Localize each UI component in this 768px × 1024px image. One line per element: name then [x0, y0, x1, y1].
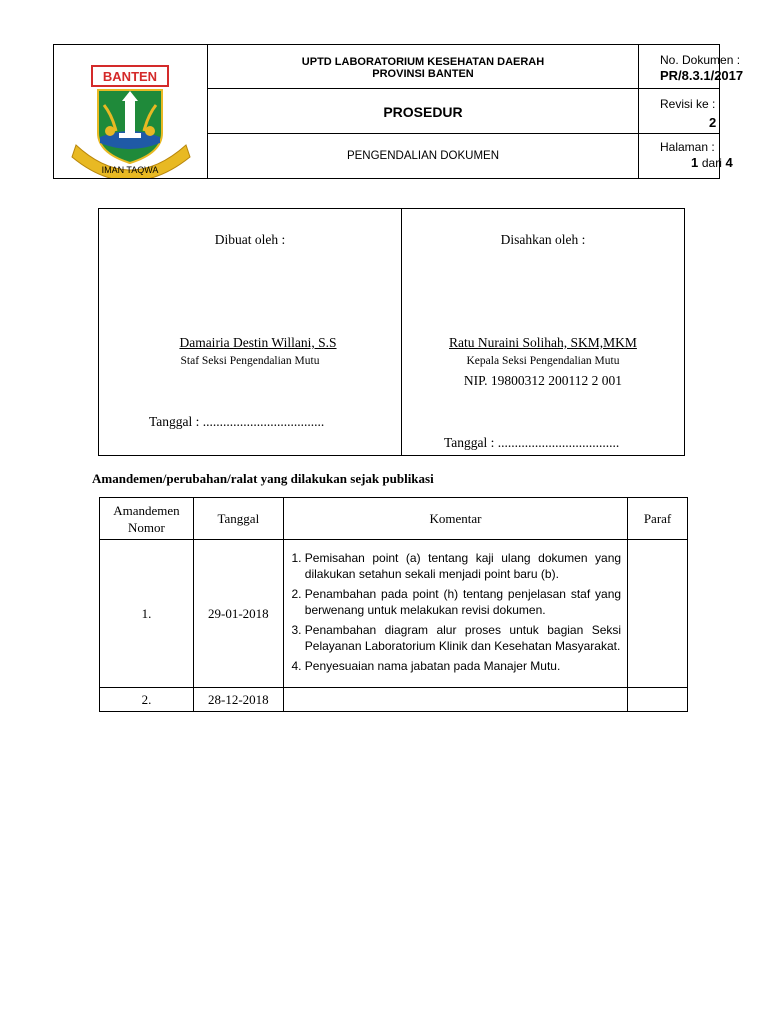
- revision-value: 2: [709, 115, 717, 130]
- page-label: Halaman :: [660, 140, 715, 154]
- doc-no-cell: [639, 45, 744, 89]
- page-current: 1: [691, 155, 699, 170]
- title-cell: [208, 89, 638, 134]
- table-row: [100, 540, 688, 688]
- document-type: PROSEDUR: [383, 104, 463, 120]
- amendments-table: [99, 497, 688, 712]
- organization-name: [208, 56, 638, 80]
- row-date: 29-01-2018: [193, 540, 283, 688]
- col-number-line-2: Nomor: [128, 519, 165, 535]
- table-row: [100, 688, 688, 712]
- approved-by-date: Tanggal : ....................................: [444, 435, 620, 450]
- comment-item: 1. Pemisahan point (a) tentang kaji ulang dokumen yang dilakukan setahun sekali menjadi point baru (b).: [305, 550, 621, 583]
- org-line-1: UPTD LABORATORIUM KESEHATAN DAERAH: [301, 56, 545, 68]
- amendments-heading: Amandemen/perubahan/ralat yang dilakukan sejak publikasi: [92, 471, 434, 486]
- subtitle-cell: [208, 134, 638, 178]
- doc-no-label: No. Dokumen :: [660, 53, 741, 67]
- col-header-number: [100, 498, 194, 540]
- revision-label: Revisi ke :: [660, 97, 716, 111]
- logo-bottom-text: IMAN TAQWA: [101, 165, 159, 175]
- comment-item: 2. Penambahan pada point (h) tentang penjelasan staf yang berwenang untuk melakukan revisi dokumen.: [305, 586, 621, 619]
- header-center: [208, 45, 639, 178]
- document-header: [53, 44, 744, 179]
- row-initial: [628, 540, 688, 688]
- made-by-label: Dibuat oleh :: [214, 232, 286, 247]
- comment-item: 4. Penyesuaian nama jabatan pada Manajer Mutu.: [305, 658, 621, 675]
- document-subject: PENGENDALIAN DOKUMEN: [346, 150, 500, 162]
- table-header-row: [100, 498, 688, 540]
- row-number: 1.: [100, 540, 194, 688]
- made-by-name: Damairia Destin Willani, S.S: [179, 335, 337, 350]
- row-comments: [283, 540, 627, 688]
- page-total: 4: [725, 155, 733, 170]
- comment-item: 3. Penambahan diagram alur proses untuk bagian Seksi Pelayanan Laboratorium Klinik dan Kesehatan Masyarakat.: [305, 622, 621, 655]
- revision-cell: [639, 89, 719, 134]
- approved-by-name: Ratu Nuraini Solihah, SKM,MKM: [449, 335, 637, 350]
- row-initial: [628, 688, 688, 712]
- made-by-title: Staf Seksi Pengendalian Mutu: [180, 355, 320, 367]
- row-number: 2.: [100, 688, 194, 712]
- col-number-line-1: Amandemen: [113, 502, 180, 518]
- comment-list: [284, 547, 627, 681]
- logo-cell: [54, 45, 208, 178]
- header-meta: [639, 45, 744, 178]
- made-by-date: Tanggal : ....................................: [149, 414, 325, 429]
- col-header-initial: Paraf: [628, 498, 688, 540]
- page-cell: [639, 134, 733, 178]
- logo-top-text: BANTEN: [102, 69, 158, 84]
- approved-by-nip: NIP. 19800312 200112 2 001: [463, 373, 623, 388]
- org-cell: [208, 45, 638, 89]
- row-comments: [283, 688, 627, 712]
- row-date: 28-12-2018: [193, 688, 283, 712]
- col-header-date: Tanggal: [193, 498, 283, 540]
- page-indicator: [691, 155, 733, 170]
- col-header-comment: Komentar: [283, 498, 627, 540]
- approved-by-title: Kepala Seksi Pengendalian Mutu: [466, 355, 620, 367]
- banten-emblem-icon: [54, 45, 208, 178]
- signature-box: [98, 208, 685, 456]
- doc-no-value: PR/8.3.1/2017: [660, 68, 744, 83]
- approved-by-label: Disahkan oleh :: [500, 232, 586, 247]
- page-of: dari: [701, 156, 722, 170]
- org-line-2: PROVINSI BANTEN: [372, 68, 474, 80]
